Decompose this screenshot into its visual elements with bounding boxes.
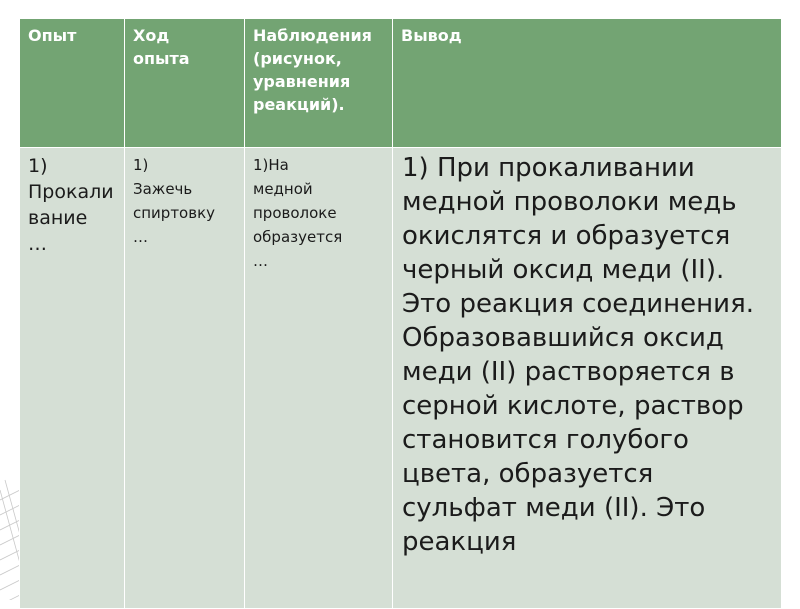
cell-experiment: 1) Прокаливание … — [20, 148, 125, 609]
header-conclusion: Вывод — [393, 19, 782, 148]
cell-conclusion: 1) При прокаливании медной проволоки медь окислятся и образуется черный оксид меди (II). Это реакция соединения. Образовавшийся оксид меди (II) растворяется в серной кислоте, раствор становится голубого цвета, образуется сульфат меди (II). Это реакция — [393, 148, 782, 609]
table-header-row — [20, 19, 782, 148]
experiment-table — [19, 18, 782, 609]
table-row — [20, 148, 782, 609]
header-experiment: Опыт — [20, 19, 125, 148]
header-procedure: Ход опыта — [125, 19, 245, 148]
cell-procedure: 1) Зажечь спиртовку … — [125, 148, 245, 609]
header-observations: Наблюдения (рисунок, уравнения реакций). — [245, 19, 393, 148]
cell-observation: 1)На медной проволоке образуется … — [245, 148, 393, 609]
